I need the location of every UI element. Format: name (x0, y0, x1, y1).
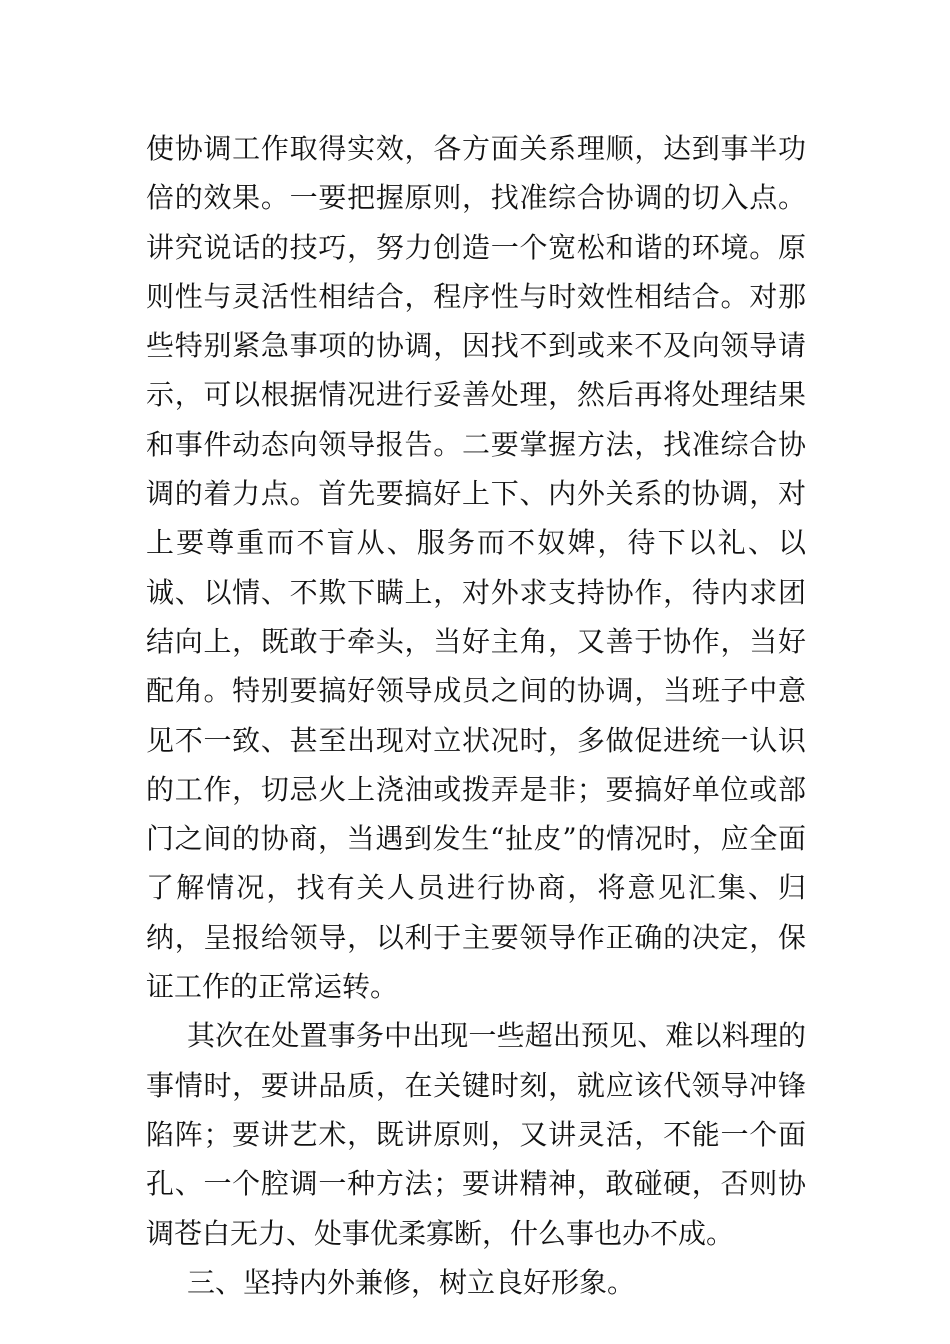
document-body (146, 124, 806, 1307)
paragraph-coordination-principles: 使协调工作取得实效，各方面关系理顺，达到事半功倍的效果。一要把握原则，找准综合协调的切入点。讲究说话的技巧，努力创造一个宽松和谐的环境。原则性与灵活性相结合，程序性与时效性相结合。对那些特别紧急事项的协调，因找不到或来不及向领导请示，可以根据情况进行妥善处理，然后再将处理结果和事件动态向领导报告。二要掌握方法，找准综合协调的着力点。首先要搞好上下、内外关系的协调，对上要尊重而不盲从、服务而不奴婢，待下以礼、以诚、以情、不欺下瞒上，对外求支持协作，待内求团结向上，既敢于牵头，当好主角，又善于协作，当好配角。特别要搞好领导成员之间的协调，当班子中意见不一致、甚至出现对立状况时，多做促进统一认识的工作，切忌火上浇油或拨弄是非；要搞好单位或部门之间的协商，当遇到发生“扯皮”的情况时，应全面了解情况，找有关人员进行协商，将意见汇集、归纳，呈报给领导，以利于主要领导作正确的决定，保证工作的正常运转。 (146, 132, 806, 1004)
paragraph-handling-affairs: 其次在处置事务中出现一些超出预见、难以料理的事情时，要讲品质，在关键时刻，就应该代领导冲锋陷阵；要讲艺术，既讲原则，又讲灵活，不能一个面孔、一个腔调一种方法；要讲精神，敢碰硬，否则协调苍白无力、处事优柔寡断，什么事也办不成。 (146, 1019, 806, 1250)
section-heading-three: 三、坚持内外兼修，树立良好形象。 (187, 1265, 636, 1299)
